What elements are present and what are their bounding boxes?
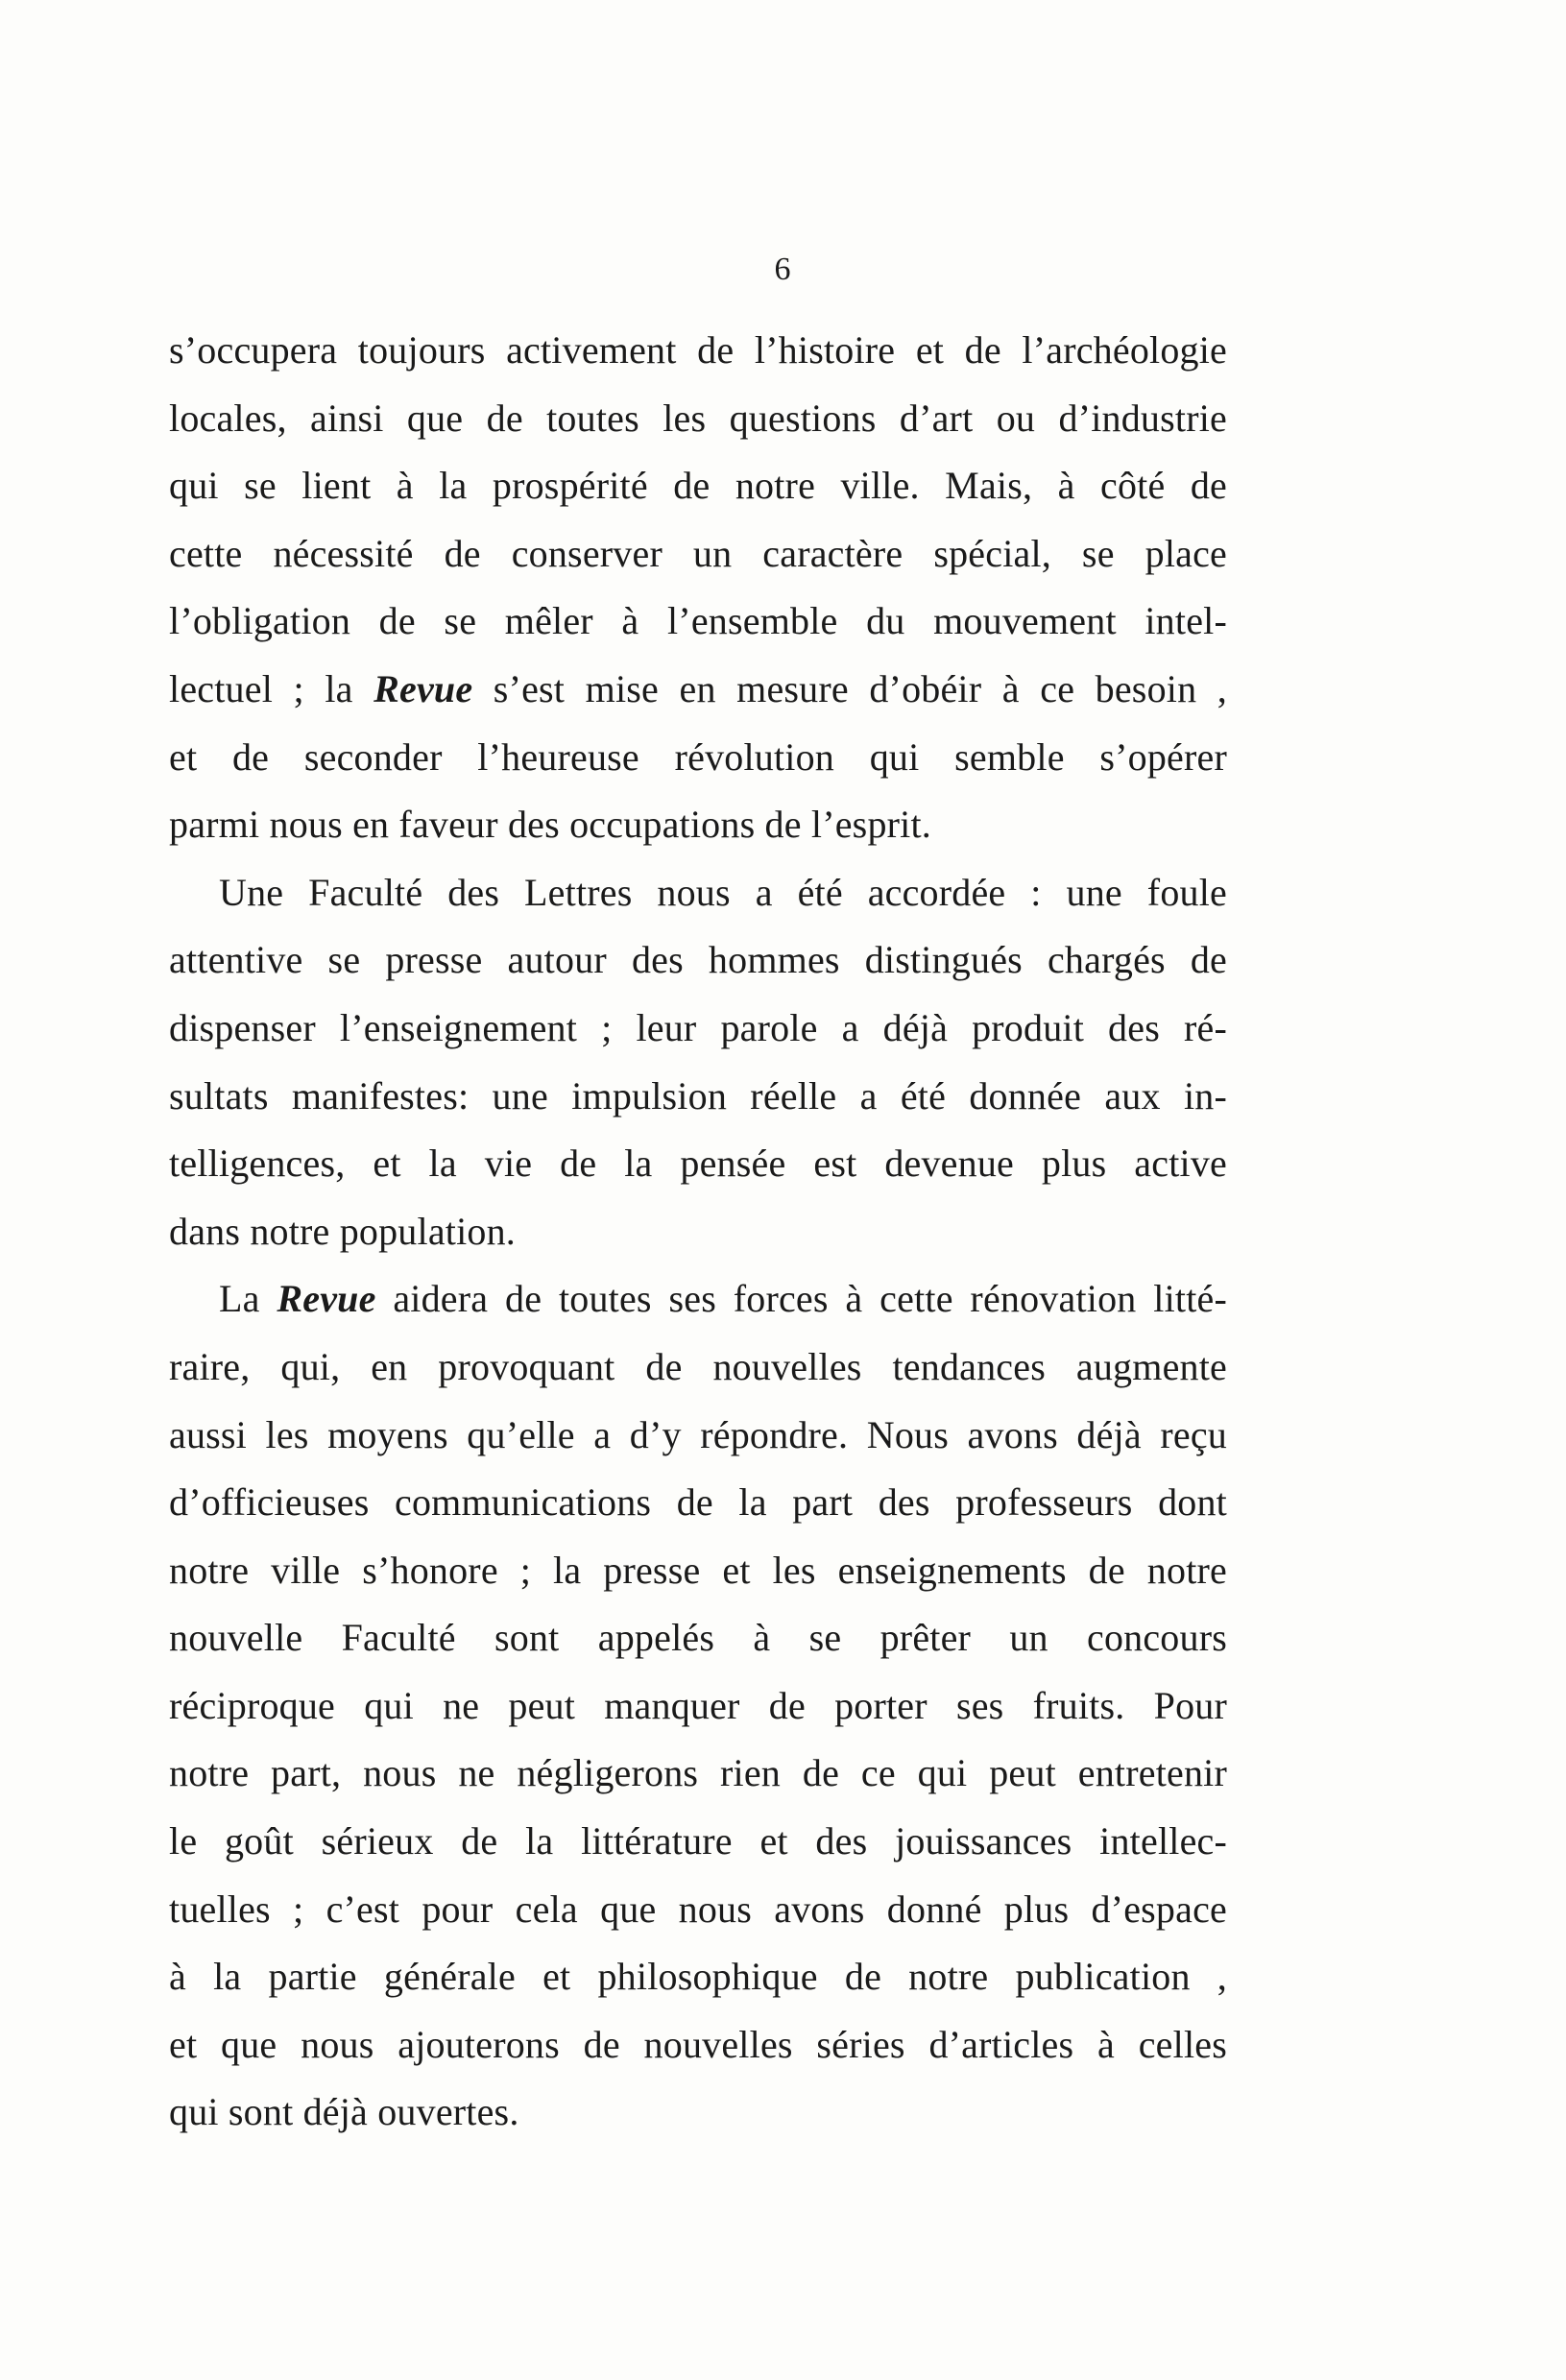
text-line (169, 1265, 1227, 1334)
text-line: attentive se presse autour des hommes distingués chargés de (169, 938, 1227, 982)
text-line: raire, qui, en provoquant de nouvelles tendances augmente (169, 1344, 1227, 1388)
text-line: d’officieuses communications de la part des professeurs dont (169, 1480, 1227, 1525)
text-line: qui sont déjà ouvertes. (169, 2090, 519, 2134)
text-fragment: lectuel ; la (169, 666, 374, 710)
text-line: parmi nous en faveur des occupations de l’esprit. (169, 803, 931, 847)
text-line: sultats manifestes: une impulsion réelle a été donnée aux in- (169, 1073, 1227, 1118)
text-line: et de seconder l’heureuse révolution qui semble s’opérer (169, 734, 1227, 779)
text-line: qui se lient à la prospérité de notre ville. Mais, à côté de (169, 464, 1227, 508)
text-line: notre ville s’honore ; la presse et les enseignements de notre (169, 1548, 1227, 1592)
text-line: Une Faculté des Lettres nous a été accordée : une foule (219, 870, 1227, 914)
text-line: aussi les moyens qu’elle a d’y répondre. Nous avons déjà reçu (169, 1412, 1227, 1456)
text-fragment: aidera de toutes ses forces à cette rénovation litté- (375, 1277, 1227, 1321)
text-fragment: La (219, 1277, 277, 1321)
text-line: dispenser l’enseignement ; leur parole a déjà produit des ré- (169, 1005, 1227, 1049)
text-line: locales, ainsi que de toutes les questions d’art ou d’industrie (169, 396, 1227, 440)
text-line: dans notre population. (169, 1209, 517, 1253)
text-line: le goût sérieux de la littérature et des jouissances intellec- (169, 1819, 1227, 1863)
text-line (169, 656, 1227, 724)
text-line: réciproque qui ne peut manquer de porter ses fruits. Pour (169, 1683, 1227, 1727)
journal-title: Revue (373, 666, 473, 710)
text-line: notre part, nous ne négligerons rien de ce qui peut entretenir (169, 1751, 1227, 1795)
text-fragment: s’est mise en mesure d’obéir à ce besoin , (472, 666, 1227, 710)
text-line: à la partie générale et philosophique de notre publication , (169, 1955, 1227, 1999)
text-line: l’obligation de se mêler à l’ensemble du mouvement intel- (169, 599, 1227, 643)
text-line: s’occupera toujours activement de l’histoire et de l’archéologie (169, 328, 1227, 372)
paragraph (169, 859, 1227, 1266)
text-line: nouvelle Faculté sont appelés à se prêter un concours (169, 1616, 1227, 1660)
journal-title: Revue (277, 1277, 376, 1321)
text-line: tuelles ; c’est pour cela que nous avons donné plus d’espace (169, 1887, 1227, 1931)
text-line: telligences, et la vie de la pensée est devenue plus active (169, 1142, 1227, 1186)
page-number: 6 (774, 252, 792, 287)
body-text (169, 317, 1227, 2147)
text-line: cette nécessité de conserver un caractère spécial, se place (169, 531, 1227, 575)
paragraph (169, 317, 1227, 859)
text-line: et que nous ajouterons de nouvelles séries d’articles à celles (169, 2022, 1227, 2066)
paragraph (169, 1265, 1227, 2147)
